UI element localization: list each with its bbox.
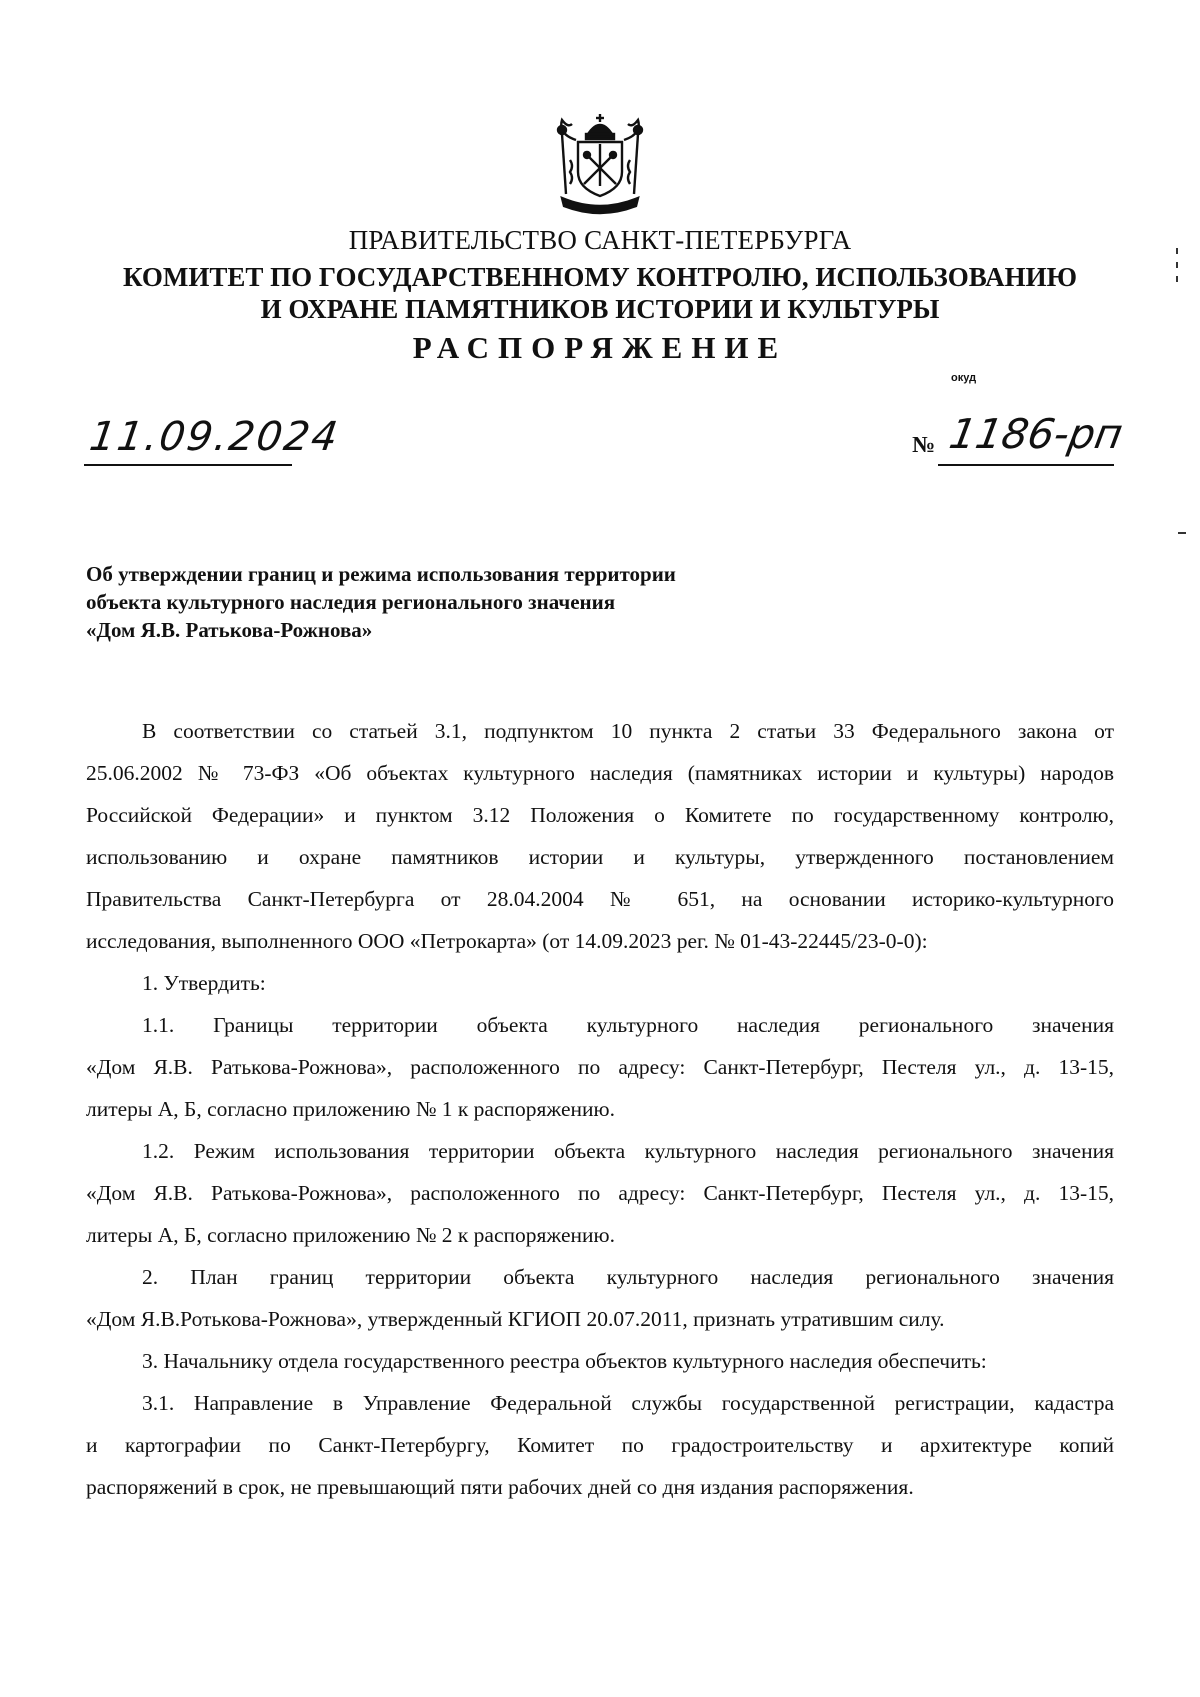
committee-title-line-1: КОМИТЕТ ПО ГОСУДАРСТВЕННОМУ КОНТРОЛЮ, ИСПОЛЬЗОВАНИЮ bbox=[123, 262, 1077, 292]
document-subject bbox=[86, 560, 676, 644]
body-line: 1.2. Режим использования территории объекта культурного наследия регионального значения bbox=[142, 1139, 1114, 1163]
body-line: «Дом Я.В.Ротькова-Рожнова», утвержденный КГИОП 20.07.2011, признать утратившим силу. bbox=[86, 1307, 945, 1331]
date-underline bbox=[84, 464, 292, 466]
body-line: использованию и охране памятников истории и культуры, утвержденного постановлением bbox=[86, 845, 1114, 869]
okud-label: окуд bbox=[951, 372, 977, 384]
coat-of-arms-emblem bbox=[548, 110, 652, 216]
body-line: 1.1. Границы территории объекта культурного наследия регионального значения bbox=[142, 1013, 1114, 1037]
handwritten-date: 11.09.2024 bbox=[86, 414, 343, 460]
government-title: ПРАВИТЕЛЬСТВО САНКТ-ПЕТЕРБУРГА bbox=[348, 225, 852, 255]
body-line: 3.1. Направление в Управление Федеральной службы государственной регистрации, кадастра bbox=[142, 1391, 1114, 1415]
body-line: литеры А, Б, согласно приложению № 1 к распоряжению. bbox=[86, 1097, 615, 1121]
body-line: Российской Федерации» и пунктом 3.12 Положения о Комитете по государственному контролю, bbox=[86, 803, 1114, 827]
handwritten-document-number: 1186-рп bbox=[945, 410, 1127, 458]
body-line: и картографии по Санкт-Петербургу, Комитет по градостроительству и архитектуре копий bbox=[86, 1433, 1114, 1457]
scan-speck bbox=[1176, 276, 1178, 282]
subject-line: «Дом Я.В. Ратькова-Рожнова» bbox=[86, 618, 373, 642]
body-line: «Дом Я.В. Ратькова-Рожнова», расположенного по адресу: Санкт-Петербург, Пестеля ул., д. 13-15, bbox=[86, 1055, 1114, 1079]
number-underline bbox=[938, 464, 1114, 466]
body-line: «Дом Я.В. Ратькова-Рожнова», расположенного по адресу: Санкт-Петербург, Пестеля ул., д. 13-15, bbox=[86, 1181, 1114, 1205]
body-line: 3. Начальнику отдела государственного реестра объектов культурного наследия обеспечить: bbox=[142, 1349, 987, 1373]
body-line: Правительства Санкт-Петербурга от 28.04.2004 № 651, на основании историко-культурного bbox=[86, 887, 1114, 911]
scan-speck bbox=[1176, 248, 1178, 254]
scan-speck bbox=[1176, 262, 1178, 268]
scan-speck bbox=[1178, 532, 1186, 534]
body-line: исследования, выполненного ООО «Петрокарта» (от 14.09.2023 рег. № 01-43-22445/23-0-0): bbox=[86, 929, 928, 953]
subject-line: Об утверждении границ и режима использования территории bbox=[86, 562, 676, 586]
body-line: 25.06.2002 № 73-ФЗ «Об объектах культурного наследия (памятниках истории и культуры) народов bbox=[86, 761, 1114, 785]
committee-title-line-2: И ОХРАНЕ ПАМЯТНИКОВ ИСТОРИИ И КУЛЬТУРЫ bbox=[260, 294, 940, 324]
subject-line: объекта культурного наследия регионального значения bbox=[86, 590, 616, 614]
body-line: литеры А, Б, согласно приложению № 2 к распоряжению. bbox=[86, 1223, 615, 1247]
document-body bbox=[86, 710, 1114, 1508]
body-line: 2. План границ территории объекта культурного наследия регионального значения bbox=[142, 1265, 1114, 1289]
number-sign: № bbox=[912, 432, 936, 457]
body-line: распоряжений в срок, не превышающий пяти рабочих дней со дня издания распоряжения. bbox=[86, 1475, 914, 1499]
document-type-heading: РАСПОРЯЖЕНИЕ bbox=[412, 330, 788, 365]
body-line: В соответствии со статьей 3.1, подпунктом 10 пункта 2 статьи 33 Федерального закона от bbox=[142, 719, 1114, 743]
body-line: 1. Утвердить: bbox=[142, 971, 266, 995]
